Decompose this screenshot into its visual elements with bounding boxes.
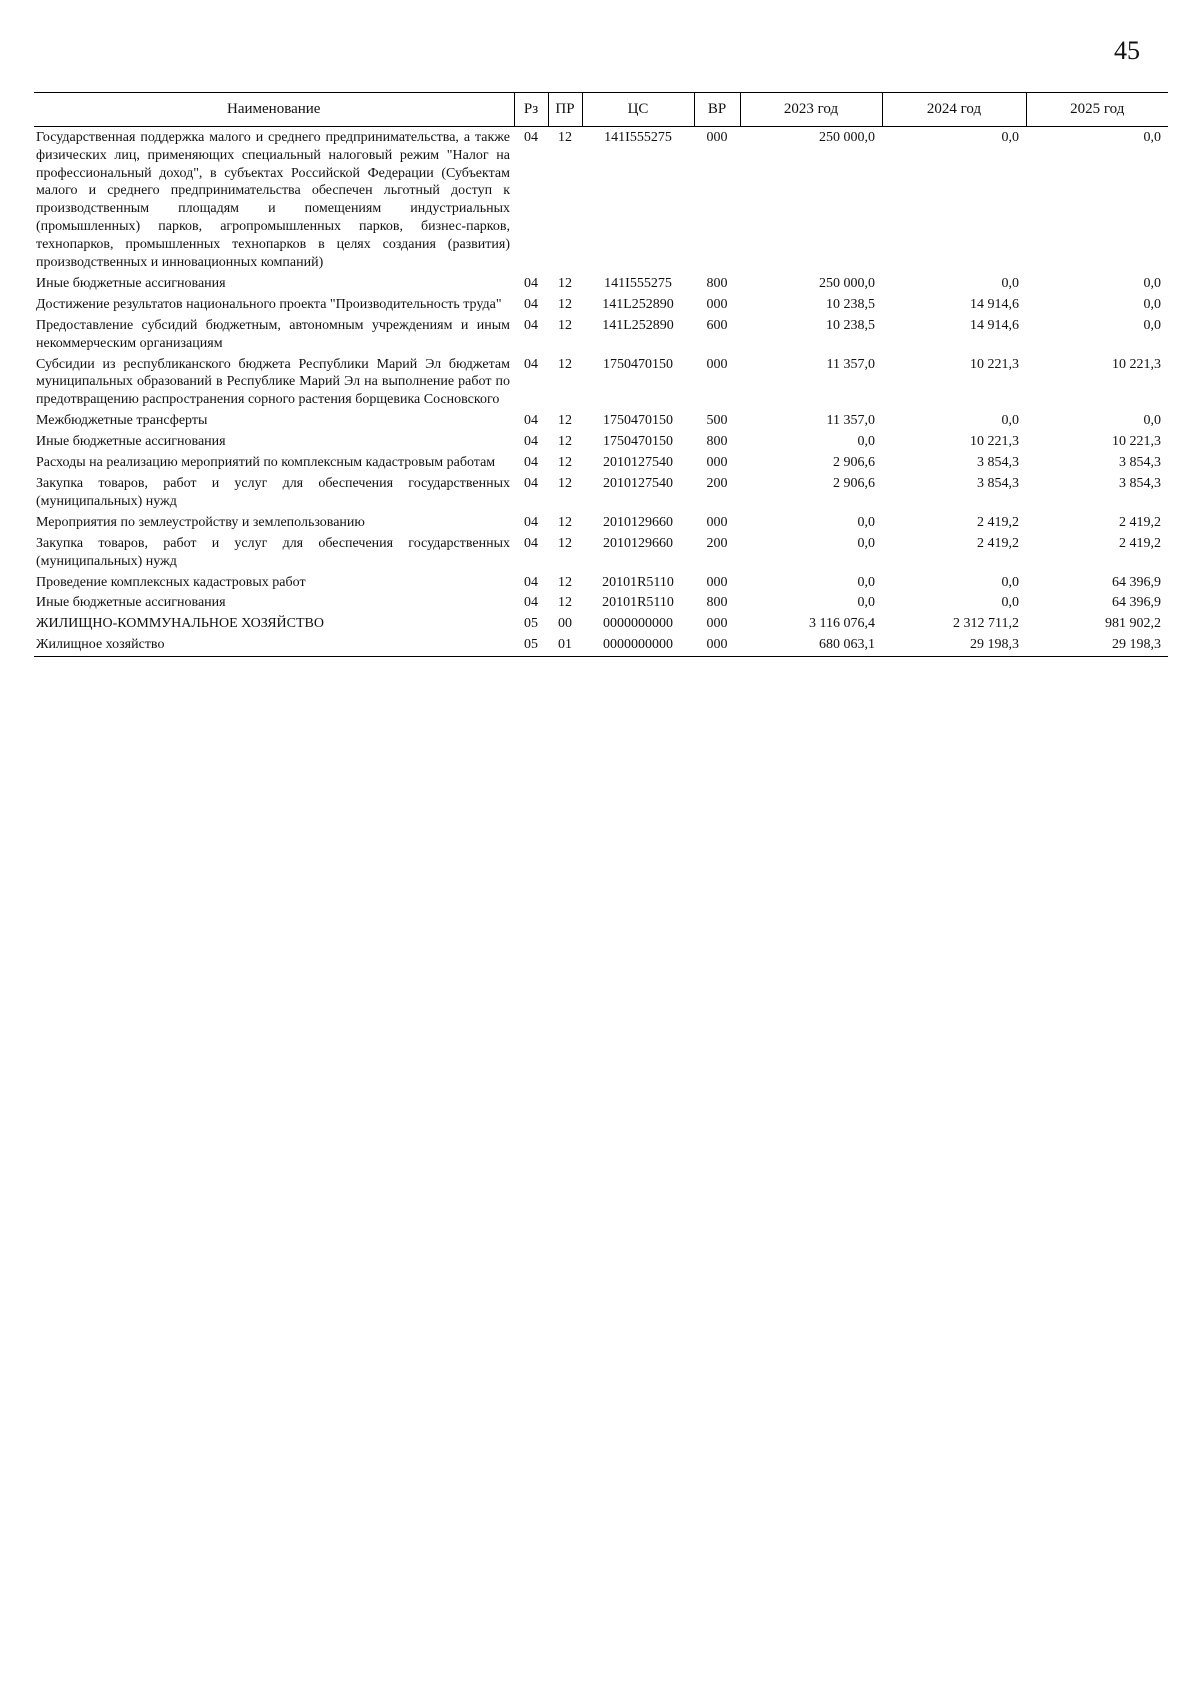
value-2024-cell: 14 914,6 (970, 317, 1019, 333)
rz-cell: 04 (524, 413, 538, 429)
value-2024-cell: 14 914,6 (970, 296, 1019, 312)
cs-cell: 141L252890 (602, 296, 674, 312)
vr-cell: 000 (706, 455, 728, 471)
cs-cell: 20101R5110 (602, 595, 674, 611)
rz-cell: 04 (524, 317, 538, 333)
value-2023-cell: 680 063,1 (740, 635, 882, 656)
value-2024-cell: 10 221,3 (970, 434, 1019, 450)
table-row (34, 635, 1168, 656)
value-2025-cell: 3 854,3 (1119, 476, 1161, 491)
pr-cell: 12 (558, 595, 572, 611)
table-row (34, 411, 1168, 432)
value-2023-cell: 11 357,0 (826, 356, 875, 372)
name-cell: Закупка товаров, работ и услуг для обеспечения государственных (муниципальных) нужд (36, 476, 510, 509)
header-pr: ПР (548, 93, 582, 127)
value-2023-cell: 10 238,5 (826, 317, 875, 333)
name-cell: Государственная поддержка малого и среднего предпринимательства, а также физических лиц, применяющих специальный налоговый режим "Налог на профессиональный доход", в субъектах Российской Федерации (Субъектам малого и среднего предпринимательства обеспечен льготный доступ к производственным площадям и помещениям индустриальных (промышленных) парков, агропромышленных парков, бизнес-парков, технопарков, промышленных технопарков в целях создания (развития) производственных и инновационных компаний) (36, 129, 510, 271)
value-2023-cell: 0,0 (857, 535, 875, 551)
value-2024-cell: 2 312 711,2 (953, 616, 1019, 632)
value-2025-cell: 29 198,3 (1026, 635, 1168, 656)
cs-cell: 20101R5110 (602, 574, 674, 590)
name-cell: Иные бюджетные ассигнования (36, 275, 226, 291)
vr-cell: 000 (694, 635, 740, 656)
table-row (34, 614, 1168, 635)
value-2025-cell: 64 396,9 (1112, 595, 1161, 611)
name-cell: Жилищное хозяйство (34, 635, 514, 656)
value-2025-cell: 0,0 (1143, 129, 1161, 145)
name-cell: Закупка товаров, работ и услуг для обеспечения государственных (муниципальных) нужд (36, 535, 510, 569)
cs-cell: 141L252890 (602, 317, 674, 333)
cs-cell: 2010129660 (603, 535, 673, 551)
cs-cell: 1750470150 (603, 356, 673, 372)
rz-cell: 05 (524, 616, 538, 632)
header-name: Наименование (34, 93, 514, 127)
header-cs: ЦС (582, 93, 694, 127)
budget-table (34, 92, 1168, 657)
name-cell: Мероприятия по землеустройству и землепользованию (36, 514, 365, 530)
rz-cell: 04 (524, 455, 538, 471)
vr-cell: 000 (706, 616, 728, 632)
value-2023-cell: 3 116 076,4 (809, 616, 875, 632)
pr-cell: 12 (558, 535, 572, 551)
vr-cell: 000 (706, 574, 728, 590)
value-2024-cell: 0,0 (1001, 413, 1019, 429)
value-2025-cell: 0,0 (1143, 317, 1161, 333)
header-2023: 2023 год (740, 93, 882, 127)
pr-cell: 12 (558, 476, 572, 491)
value-2023-cell: 2 906,6 (833, 455, 875, 471)
cs-cell: 141I555275 (604, 275, 672, 291)
value-2024-cell: 0,0 (1001, 275, 1019, 291)
table-row (34, 533, 1168, 572)
vr-cell: 000 (706, 356, 728, 372)
vr-cell: 000 (706, 514, 728, 530)
value-2025-cell: 3 854,3 (1119, 455, 1161, 471)
value-2023-cell: 2 906,6 (833, 476, 875, 491)
name-cell: Расходы на реализацию мероприятий по комплексным кадастровым работам (36, 455, 496, 471)
name-cell: Межбюджетные трансферты (36, 413, 208, 429)
table-row (34, 294, 1168, 315)
pr-cell: 12 (558, 275, 572, 291)
pr-cell: 12 (558, 514, 572, 530)
cs-cell: 141I555275 (604, 129, 672, 145)
pr-cell: 00 (558, 616, 572, 632)
vr-cell: 200 (706, 535, 728, 551)
value-2024-cell: 29 198,3 (882, 635, 1026, 656)
rz-cell: 05 (514, 635, 548, 656)
table-header-row (34, 93, 1168, 127)
vr-cell: 500 (706, 413, 728, 429)
name-cell: Иные бюджетные ассигнования (36, 595, 226, 611)
table-row (34, 354, 1168, 411)
table-row (34, 127, 1168, 274)
pr-cell: 01 (548, 635, 582, 656)
value-2025-cell: 10 221,3 (1112, 434, 1161, 450)
name-cell: Предоставление субсидий бюджетным, автономным учреждениям и иным некоммерческим организациям (36, 317, 510, 351)
rz-cell: 04 (524, 296, 538, 312)
rz-cell: 04 (524, 535, 538, 551)
value-2024-cell: 2 419,2 (977, 514, 1019, 530)
vr-cell: 200 (706, 476, 728, 491)
table-row (34, 593, 1168, 614)
name-cell: Субсидии из республиканского бюджета Республики Марий Эл бюджетам муниципальных образований в Республике Марий Эл на выполнение работ по предотвращению распространения сорного растения борщевика Сосновского (36, 356, 510, 408)
pr-cell: 12 (558, 296, 572, 312)
value-2024-cell: 3 854,3 (977, 455, 1019, 471)
pr-cell: 12 (558, 356, 572, 372)
cs-cell: 1750470150 (603, 413, 673, 429)
page-number: 45 (1114, 36, 1140, 65)
cs-cell: 0000000000 (603, 616, 673, 632)
vr-cell: 800 (706, 434, 728, 450)
header-2024: 2024 год (882, 93, 1026, 127)
pr-cell: 12 (558, 317, 572, 333)
pr-cell: 12 (558, 129, 572, 145)
cs-cell: 2010127540 (603, 476, 673, 491)
name-cell: Проведение комплексных кадастровых работ (36, 574, 306, 590)
cs-cell: 0000000000 (582, 635, 694, 656)
vr-cell: 000 (706, 129, 728, 145)
value-2025-cell: 10 221,3 (1112, 356, 1161, 372)
pr-cell: 12 (558, 434, 572, 450)
cs-cell: 2010127540 (603, 455, 673, 471)
name-cell: ЖИЛИЩНО-КОММУНАЛЬНОЕ ХОЗЯЙСТВО (36, 616, 324, 632)
value-2024-cell: 0,0 (1001, 129, 1019, 145)
table-row (34, 273, 1168, 294)
name-cell: Достижение результатов национального проекта "Производительность труда" (36, 296, 502, 312)
value-2025-cell: 0,0 (1143, 296, 1161, 312)
value-2024-cell: 10 221,3 (970, 356, 1019, 372)
vr-cell: 800 (706, 275, 728, 291)
table-row (34, 512, 1168, 533)
vr-cell: 800 (706, 595, 728, 611)
value-2023-cell: 250 000,0 (819, 275, 875, 291)
value-2025-cell: 64 396,9 (1112, 574, 1161, 590)
rz-cell: 04 (524, 574, 538, 590)
header-2025: 2025 год (1026, 93, 1168, 127)
name-cell: Иные бюджетные ассигнования (36, 434, 226, 450)
rz-cell: 04 (524, 356, 538, 372)
table-row (34, 572, 1168, 593)
rz-cell: 04 (524, 595, 538, 611)
pr-cell: 12 (558, 574, 572, 590)
table-row (34, 474, 1168, 513)
value-2023-cell: 0,0 (857, 595, 875, 611)
vr-cell: 600 (706, 317, 728, 333)
header-vr: ВР (694, 93, 740, 127)
header-rz: Рз (514, 93, 548, 127)
value-2024-cell: 0,0 (1001, 595, 1019, 611)
value-2025-cell: 2 419,2 (1119, 514, 1161, 530)
table-row (34, 432, 1168, 453)
rz-cell: 04 (524, 275, 538, 291)
rz-cell: 04 (524, 514, 538, 530)
vr-cell: 000 (706, 296, 728, 312)
rz-cell: 04 (524, 476, 538, 491)
pr-cell: 12 (558, 455, 572, 471)
table-body (34, 127, 1168, 656)
value-2023-cell: 11 357,0 (826, 413, 875, 429)
value-2024-cell: 3 854,3 (977, 476, 1019, 491)
rz-cell: 04 (524, 434, 538, 450)
value-2025-cell: 0,0 (1143, 275, 1161, 291)
value-2025-cell: 981 902,2 (1105, 616, 1161, 632)
cs-cell: 2010129660 (603, 514, 673, 530)
value-2023-cell: 0,0 (857, 574, 875, 590)
value-2023-cell: 250 000,0 (819, 129, 875, 145)
table-row (34, 315, 1168, 354)
value-2024-cell: 2 419,2 (977, 535, 1019, 551)
value-2023-cell: 0,0 (857, 434, 875, 450)
value-2025-cell: 2 419,2 (1119, 535, 1161, 551)
value-2025-cell: 0,0 (1143, 413, 1161, 429)
pr-cell: 12 (558, 413, 572, 429)
table-row (34, 453, 1168, 474)
value-2023-cell: 0,0 (857, 514, 875, 530)
rz-cell: 04 (524, 129, 538, 145)
value-2024-cell: 0,0 (1001, 574, 1019, 590)
cs-cell: 1750470150 (603, 434, 673, 450)
value-2023-cell: 10 238,5 (826, 296, 875, 312)
